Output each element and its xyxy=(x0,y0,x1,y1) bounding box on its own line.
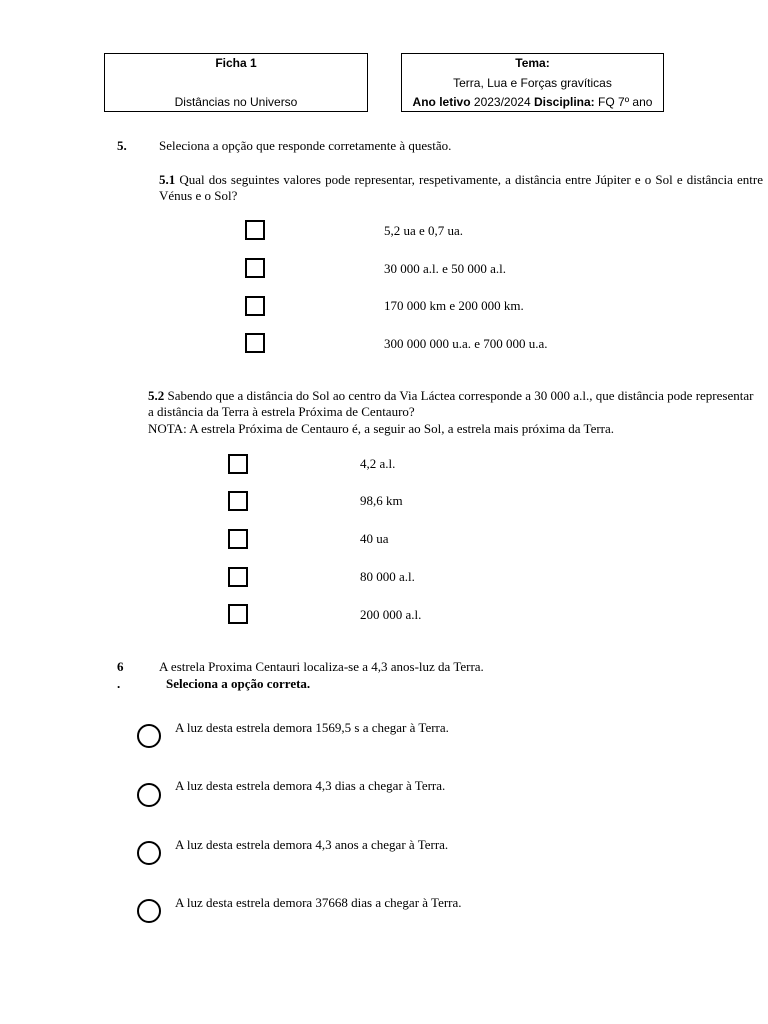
q6-option-4-label: A luz desta estrela demora 37668 dias a chegar à Terra. xyxy=(175,895,462,910)
q5-instruction: Seleciona a opção que responde corretamente à questão. xyxy=(159,138,452,153)
header-right-box xyxy=(401,53,664,112)
disciplina-label: Disciplina: xyxy=(533,95,595,109)
q6-option-1-label: A luz desta estrela demora 1569,5 s a chegar à Terra. xyxy=(175,720,449,735)
q6-option-1-radio[interactable] xyxy=(137,724,161,748)
q51-option-2-checkbox[interactable] xyxy=(245,258,265,278)
q51-option-4-checkbox[interactable] xyxy=(245,333,265,353)
worksheet-subtitle: Distâncias no Universo xyxy=(174,95,298,109)
q6-option-4-radio[interactable] xyxy=(137,899,161,923)
q52-option-5-checkbox[interactable] xyxy=(228,604,248,624)
ano-disciplina-line xyxy=(402,95,663,109)
ano-label: Ano letivo xyxy=(412,95,471,109)
header-left-box xyxy=(104,53,368,112)
q51-option-1-label: 5,2 ua e 0,7 ua. xyxy=(384,223,464,238)
q51-option-3-checkbox[interactable] xyxy=(245,296,265,316)
q51-number: 5.1 xyxy=(159,172,176,187)
worksheet-title: Ficha 1 xyxy=(215,56,257,70)
q51-option-3-label: 170 000 km e 200 000 km. xyxy=(384,298,524,313)
q52-option-4-label: 80 000 a.l. xyxy=(360,569,415,584)
q52-option-3-checkbox[interactable] xyxy=(228,529,248,549)
q6-number-dot: . xyxy=(117,676,121,691)
q6-instruction: Seleciona a opção correta. xyxy=(166,676,311,691)
q6-text: A estrela Proxima Centauri localiza-se a 4,3 anos-luz da Terra. xyxy=(159,659,484,674)
q52-option-1-label: 4,2 a.l. xyxy=(360,456,396,471)
q52-option-4-checkbox[interactable] xyxy=(228,567,248,587)
q51-option-1-checkbox[interactable] xyxy=(245,220,265,240)
q52-option-1-checkbox[interactable] xyxy=(228,454,248,474)
q6-option-3-radio[interactable] xyxy=(137,841,161,865)
disciplina-value: FQ 7º ano xyxy=(598,95,653,109)
ano-value: 2023/2024 xyxy=(473,95,531,109)
q5-number: 5. xyxy=(117,138,127,153)
q6-option-2-radio[interactable] xyxy=(137,783,161,807)
q51-statement xyxy=(159,172,763,204)
q52-statement xyxy=(148,388,758,420)
q52-option-2-checkbox[interactable] xyxy=(228,491,248,511)
tema-value: Terra, Lua e Forças gravíticas xyxy=(453,76,612,90)
q52-option-5-label: 200 000 a.l. xyxy=(360,607,422,622)
q51-option-4-label: 300 000 000 u.a. e 700 000 u.a. xyxy=(384,336,548,351)
q52-note: NOTA: A estrela Próxima de Centauro é, a seguir ao Sol, a estrela mais próxima da Terra. xyxy=(148,421,615,436)
q6-number: 6 xyxy=(117,659,124,674)
q51-option-2-label: 30 000 a.l. e 50 000 a.l. xyxy=(384,261,507,276)
q6-option-3-label: A luz desta estrela demora 4,3 anos a chegar à Terra. xyxy=(175,837,449,852)
q51-text: Qual dos seguintes valores pode representar, respetivamente, a distância entre Júpiter e o Sol e distância entre Vénus e o Sol? xyxy=(159,172,763,203)
q6-option-2-label: A luz desta estrela demora 4,3 dias a chegar à Terra. xyxy=(175,778,446,793)
tema-label: Tema: xyxy=(515,56,550,70)
q52-text: Sabendo que a distância do Sol ao centro da Via Láctea corresponde a 30 000 a.l., que distância pode representar a distância da Terra à estrela Próxima de Centauro? xyxy=(148,388,754,419)
q52-option-3-label: 40 ua xyxy=(360,531,389,546)
q52-number: 5.2 xyxy=(148,388,165,403)
q52-option-2-label: 98,6 km xyxy=(360,493,403,508)
